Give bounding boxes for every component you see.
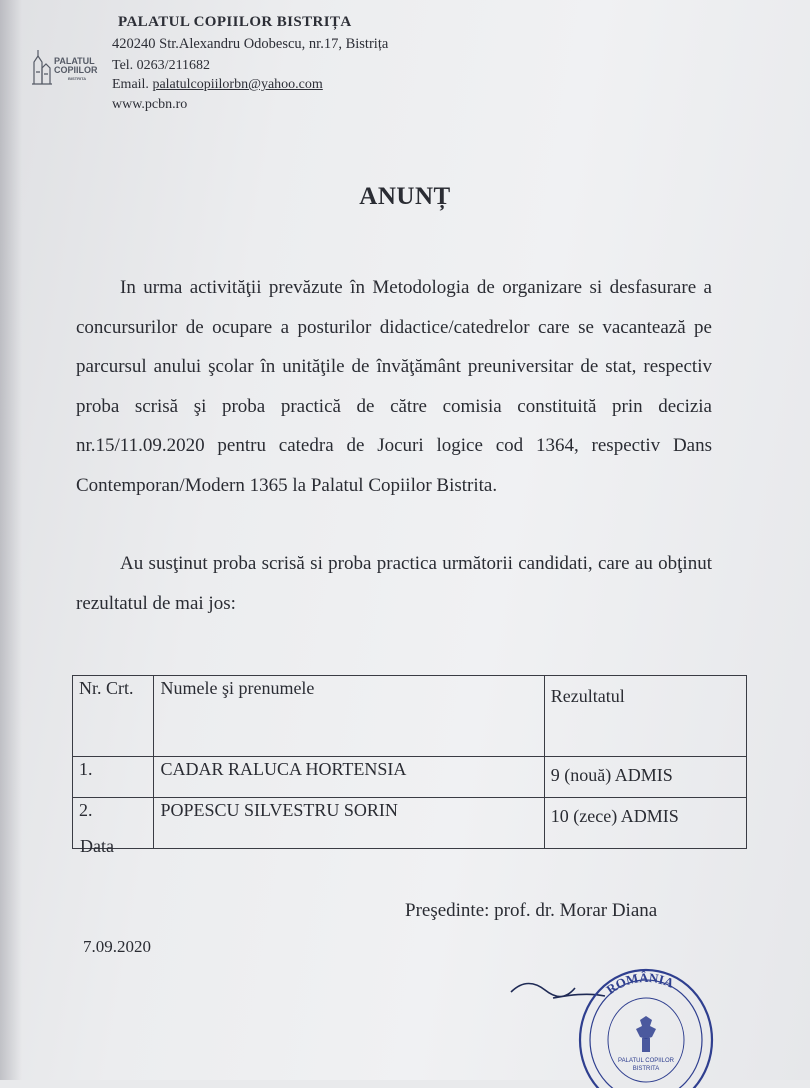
page-edge-shadow: [0, 0, 22, 1080]
header-result: [544, 676, 746, 757]
institution-email-line: [112, 77, 323, 93]
email-link[interactable]: palatulcopiilorbn@yahoo.com: [152, 77, 323, 92]
table-header-row: [73, 676, 747, 757]
data-label: Data: [80, 836, 114, 856]
document-date: 7.09.2020: [83, 937, 151, 956]
candidate-result: [544, 757, 746, 798]
logo-text-line-3: BISTRITA: [68, 76, 87, 81]
row-number: 2.: [73, 798, 154, 849]
header-name: Numele şi prenumele: [154, 676, 544, 757]
header-result-label: Rezultatul: [550, 686, 625, 706]
candidate-name: CADAR RALUCA HORTENSIA: [154, 757, 544, 798]
announcement-paragraph-2: Au susţinut proba scrisă si proba practica următorii candidati, care au obţinut rezultatul de mai jos:: [76, 553, 712, 614]
institution-phone: Tel. 0263/211682: [112, 58, 211, 73]
document-title: ANUNȚ: [359, 183, 451, 210]
candidate-result-text: 9 (nouă) ADMIS: [550, 765, 673, 785]
institution-logo: [30, 42, 110, 88]
candidate-result: [544, 798, 746, 849]
stamp-text-center-2: BISTRITA: [632, 1066, 660, 1072]
logo-text-line-2: COPIILOR: [54, 65, 98, 75]
header-nr-crt: Nr. Crt.: [73, 676, 154, 757]
institution-address: 420240 Str.Alexandru Odobescu, nr.17, Bistrița: [112, 36, 389, 52]
logo-text-line-1: PALATUL: [54, 56, 95, 66]
candidate-name: POPESCU SILVESTRU SORIN: [154, 798, 544, 849]
stamp-text-top: ROMÂNIA: [603, 969, 677, 998]
president-signature-line: Preşedinte: prof. dr. Morar Diana: [405, 900, 658, 921]
table-row: [73, 798, 747, 849]
row-number: 1.: [73, 757, 154, 798]
candidate-result-text: 10 (zece) ADMIS: [550, 806, 679, 826]
official-stamp: [560, 958, 730, 1088]
institution-website[interactable]: www.pcbn.ro: [112, 97, 188, 112]
table-row: [73, 757, 747, 798]
email-label: Email.: [112, 77, 153, 92]
stamp-text-center-1: PALATUL COPIILOR: [618, 1058, 674, 1064]
announcement-paragraph-1: In urma activităţii prevăzute în Metodologia de organizare si desfasurare a concursurilor de ocupare a posturilor didactice/catedrelor care se vacantează pe parcursul anului şcolar în unităţile de învăţământ preuniversitar de stat, respectiv proba scrisă şi proba practică de către comisia constituită prin decizia nr.15/11.09.2020 pentru catedra de Jocuri logice cod 1364, respectiv Dans Contemporan/Modern 1365 la Palatul Copiilor Bistrita.: [76, 277, 712, 496]
institution-name: PALATUL COPIILOR BISTRIȚA: [118, 14, 352, 30]
results-table: [72, 675, 747, 849]
coat-of-arms-icon: [636, 1016, 656, 1039]
